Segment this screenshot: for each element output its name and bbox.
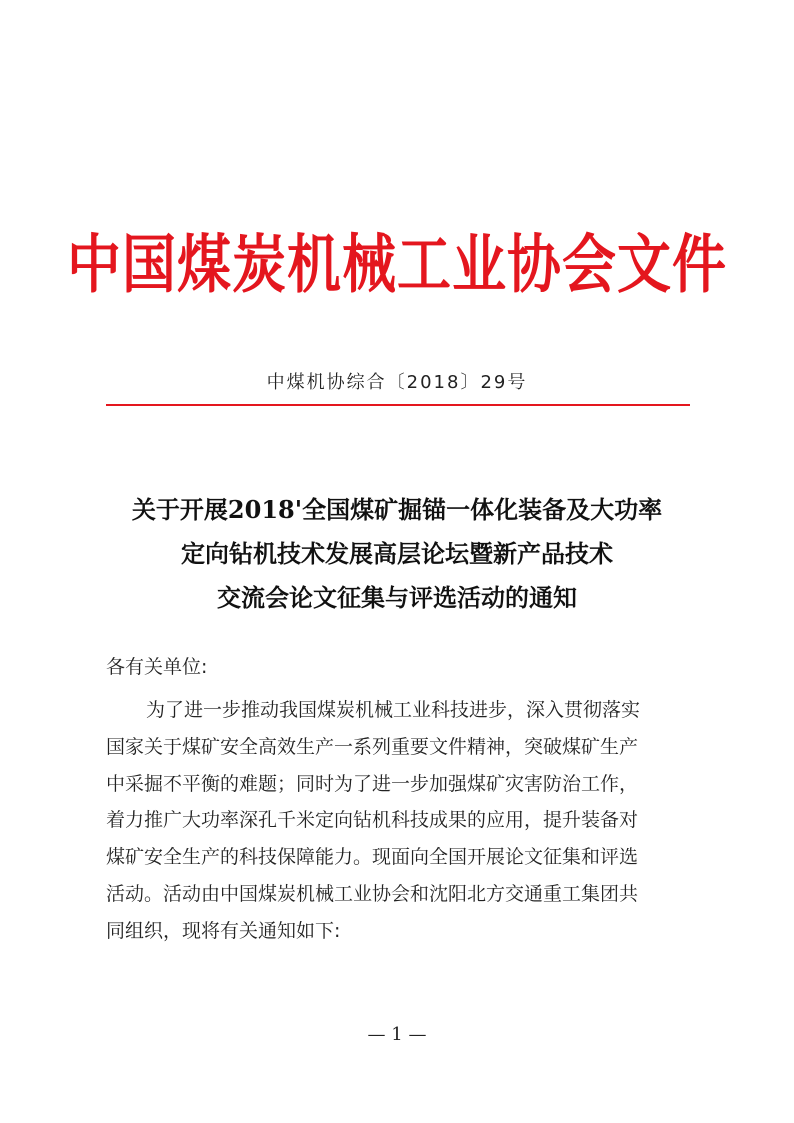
body-line: 煤矿安全生产的科技保障能力。现面向全国开展论文征集和评选 — [106, 846, 639, 869]
title-line: 交流会论文征集与评选活动的通知 — [217, 583, 577, 612]
body-line: 国家关于煤矿安全高效生产一系列重要文件精神，突破煤矿生产 — [106, 735, 639, 758]
body-line: 着力推广大功率深孔千米定向钻机科技成果的应用，提升装备对 — [106, 809, 639, 832]
title-line: 关于开展2018'全国煤矿掘锚一体化装备及大功率 — [131, 495, 663, 524]
body-line: 中采掘不平衡的难题；同时为了进一步加强煤矿灾害防治工作， — [106, 772, 639, 795]
body-paragraph — [106, 692, 698, 950]
document-masthead: 中国煤炭机械工业协会文件 — [67, 229, 727, 301]
body-line: 活动。活动由中国煤炭机械工业协会和沈阳北方交通重工集团共 — [106, 882, 639, 905]
body-line: 同组织，现将有关通知如下: — [106, 919, 341, 942]
notice-title — [90, 488, 704, 620]
page-number: — 1 — — [367, 1024, 427, 1045]
title-line: 定向钻机技术发展高层论坛暨新产品技术 — [181, 539, 613, 568]
body-line: 为了进一步推动我国煤炭机械工业科技进步，深入贯彻落实 — [146, 699, 641, 721]
document-number: 中煤机协综合〔2018〕29号 — [266, 372, 528, 393]
salutation: 各有关单位: — [106, 656, 208, 678]
red-divider-line — [106, 404, 690, 406]
